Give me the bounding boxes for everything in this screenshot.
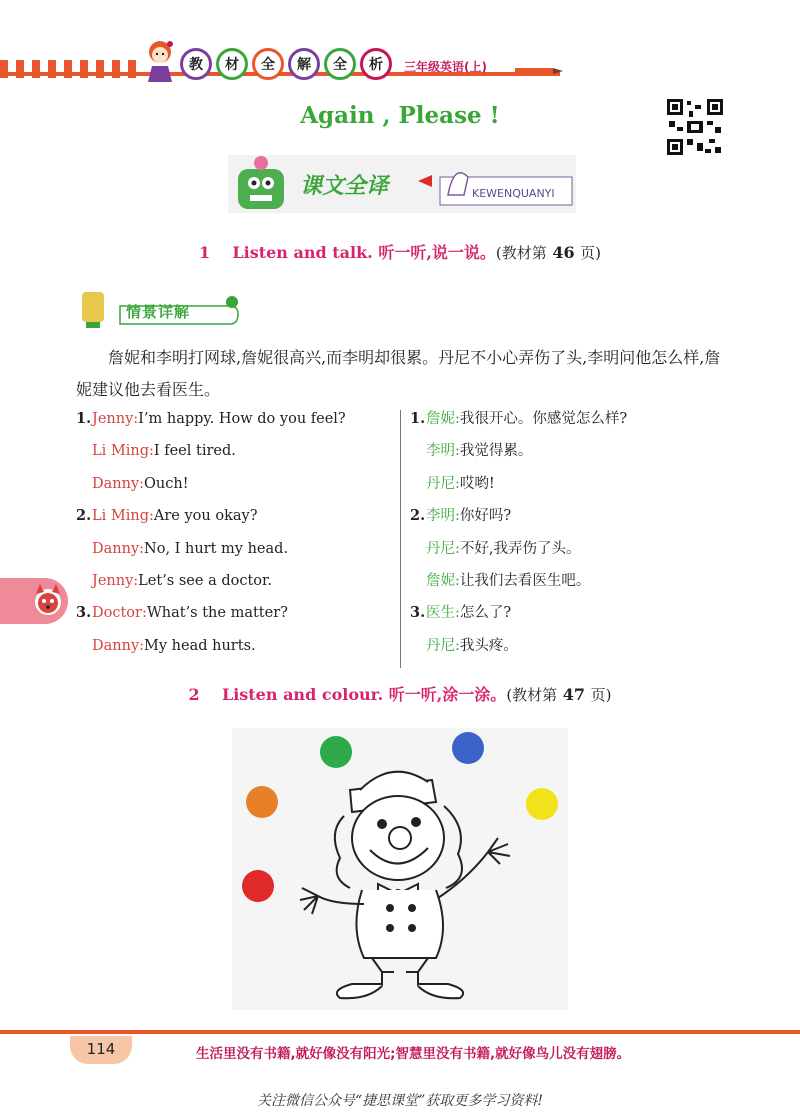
scene-label: 情景详解 [126, 303, 191, 321]
book-char: 材 [216, 48, 248, 80]
fox-mascot-icon [30, 582, 66, 618]
book-char: 析 [360, 48, 392, 80]
speaker-name: 丹尼: [426, 540, 460, 557]
line-number: 2. [76, 507, 92, 525]
speaker-name: Danny: [92, 475, 145, 492]
dialog-text: My head hurts. [144, 637, 256, 654]
dialog-line [76, 403, 346, 435]
line-number: 1. [410, 410, 426, 427]
dialog-text: No, I hurt my head. [144, 540, 289, 557]
monster-icon [238, 169, 284, 209]
juggling-ball [526, 788, 558, 820]
speaker-name: Li Ming: [92, 508, 154, 525]
dialog-text: 让我们去看医生吧。 [459, 573, 591, 590]
dialog-line [410, 435, 627, 467]
section2-number: 2 [188, 685, 200, 704]
page-number: 114 [70, 1036, 132, 1064]
juggling-ball [320, 736, 352, 768]
book-char: 全 [324, 48, 356, 80]
dialog-text: I feel tired. [153, 443, 236, 460]
section1-ref-page: 46 [552, 243, 575, 262]
speaker-name: 丹尼: [426, 637, 460, 654]
speaker-name: Danny: [92, 540, 145, 557]
line-number: 3. [410, 604, 426, 622]
speaker-name: Li Ming: [92, 443, 154, 460]
speaker-name: Doctor: [92, 605, 147, 622]
speaker-name: 李明: [426, 443, 460, 460]
section1-cn: 听一听,说一说。 [378, 243, 496, 262]
book-char: 解 [288, 48, 320, 80]
banner-cn: 课文全译 [300, 174, 389, 199]
mascot-girl-icon [140, 38, 180, 84]
wechat-note: 关注微信公众号“捷思课堂”获取更多学习资料! [257, 1093, 543, 1109]
section1-ref-post: 页) [580, 244, 602, 262]
footer-motto: 生活里没有书籍,就好像没有阳光;智慧里没有书籍,就好像鸟儿没有翅膀。 [196, 1046, 631, 1062]
dialog-line [410, 565, 627, 597]
line-number: 3. [76, 604, 92, 622]
speaker-name: 詹妮: [426, 411, 460, 427]
dialog-english [76, 403, 346, 662]
section1-number: 1 [198, 243, 211, 262]
section2-cn: 听一听,涂一涂。 [388, 685, 507, 704]
dialog-line [410, 533, 627, 565]
dialog-line [76, 435, 346, 467]
speaker-name: 丹尼: [426, 475, 460, 492]
lightbulb-icon [82, 292, 104, 322]
dialog-line [410, 630, 627, 662]
kewenquanyi-banner [228, 155, 576, 213]
dialog-text: Ouch! [144, 475, 189, 492]
dialog-text: 我觉得累。 [459, 443, 533, 460]
section2-en: Listen and colour. [221, 685, 384, 704]
pencil-icon [515, 66, 563, 76]
section2-ref-page: 47 [562, 685, 586, 704]
dialog-text: I’m happy. How do you feel? [138, 411, 346, 427]
section1-heading [0, 240, 800, 263]
dialog-line [410, 597, 627, 629]
speaker-name: Danny: [92, 637, 145, 654]
juggling-clown-illustration [232, 728, 568, 1010]
dialog-line [76, 630, 346, 662]
dialog-line [410, 468, 627, 500]
speaker-name: 医生: [426, 605, 460, 622]
book-char: 全 [252, 48, 284, 80]
lesson-title: Again , Please ! [300, 102, 500, 129]
line-number: 2. [410, 507, 426, 525]
banner-pinyin: KEWENQUANYI [472, 187, 555, 200]
dialog-text: 哎哟! [459, 475, 495, 492]
dialog-text: 你好吗? [459, 508, 512, 525]
dialog-text: What’s the matter? [146, 605, 288, 622]
dialog-text: 我很开心。你感觉怎么样? [459, 411, 628, 427]
section1-ref-pre: (教材第 [495, 244, 547, 262]
dialog-text: 我头疼。 [459, 637, 518, 654]
speaker-name: 詹妮: [426, 573, 460, 590]
juggling-ball [452, 732, 484, 764]
dialog-chinese [410, 403, 627, 662]
dialog-text: Let’s see a doctor. [138, 573, 272, 590]
dialog-line [76, 565, 346, 597]
dialog-line [76, 500, 346, 532]
juggling-ball [242, 870, 274, 902]
section2-ref-post: 页) [590, 686, 612, 704]
dialog-line [410, 403, 627, 435]
line-number: 1. [76, 410, 92, 427]
section1-en: Listen and talk. [232, 243, 373, 262]
grade-label: 三年级英语(上) [404, 60, 487, 74]
qr-code-icon[interactable] [665, 97, 725, 157]
footer-rule [0, 1030, 800, 1034]
book-char: 教 [180, 48, 212, 80]
dialog-line [76, 533, 346, 565]
scene-intro: 詹妮和李明打网球,詹妮很高兴,而李明却很累。丹尼不小心弄伤了头,李明问他怎么样,詹妮建议他去看医生。 [76, 348, 721, 399]
section2-ref-pre: (教材第 [506, 686, 558, 704]
section2-heading [0, 682, 800, 705]
speaker-name: Jenny: [92, 573, 139, 590]
dialog-line [410, 500, 627, 532]
speaker-name: Jenny: [92, 411, 139, 427]
dialog-text: Are you okay? [153, 508, 258, 525]
column-divider [400, 410, 401, 668]
dialog-text: 不好,我弄伤了头。 [459, 540, 581, 557]
book-title [180, 48, 392, 80]
speaker-name: 李明: [426, 508, 460, 525]
dialog-text: 怎么了? [459, 605, 512, 622]
dialog-line [76, 597, 346, 629]
juggling-ball [246, 786, 278, 818]
dialog-line [76, 468, 346, 500]
